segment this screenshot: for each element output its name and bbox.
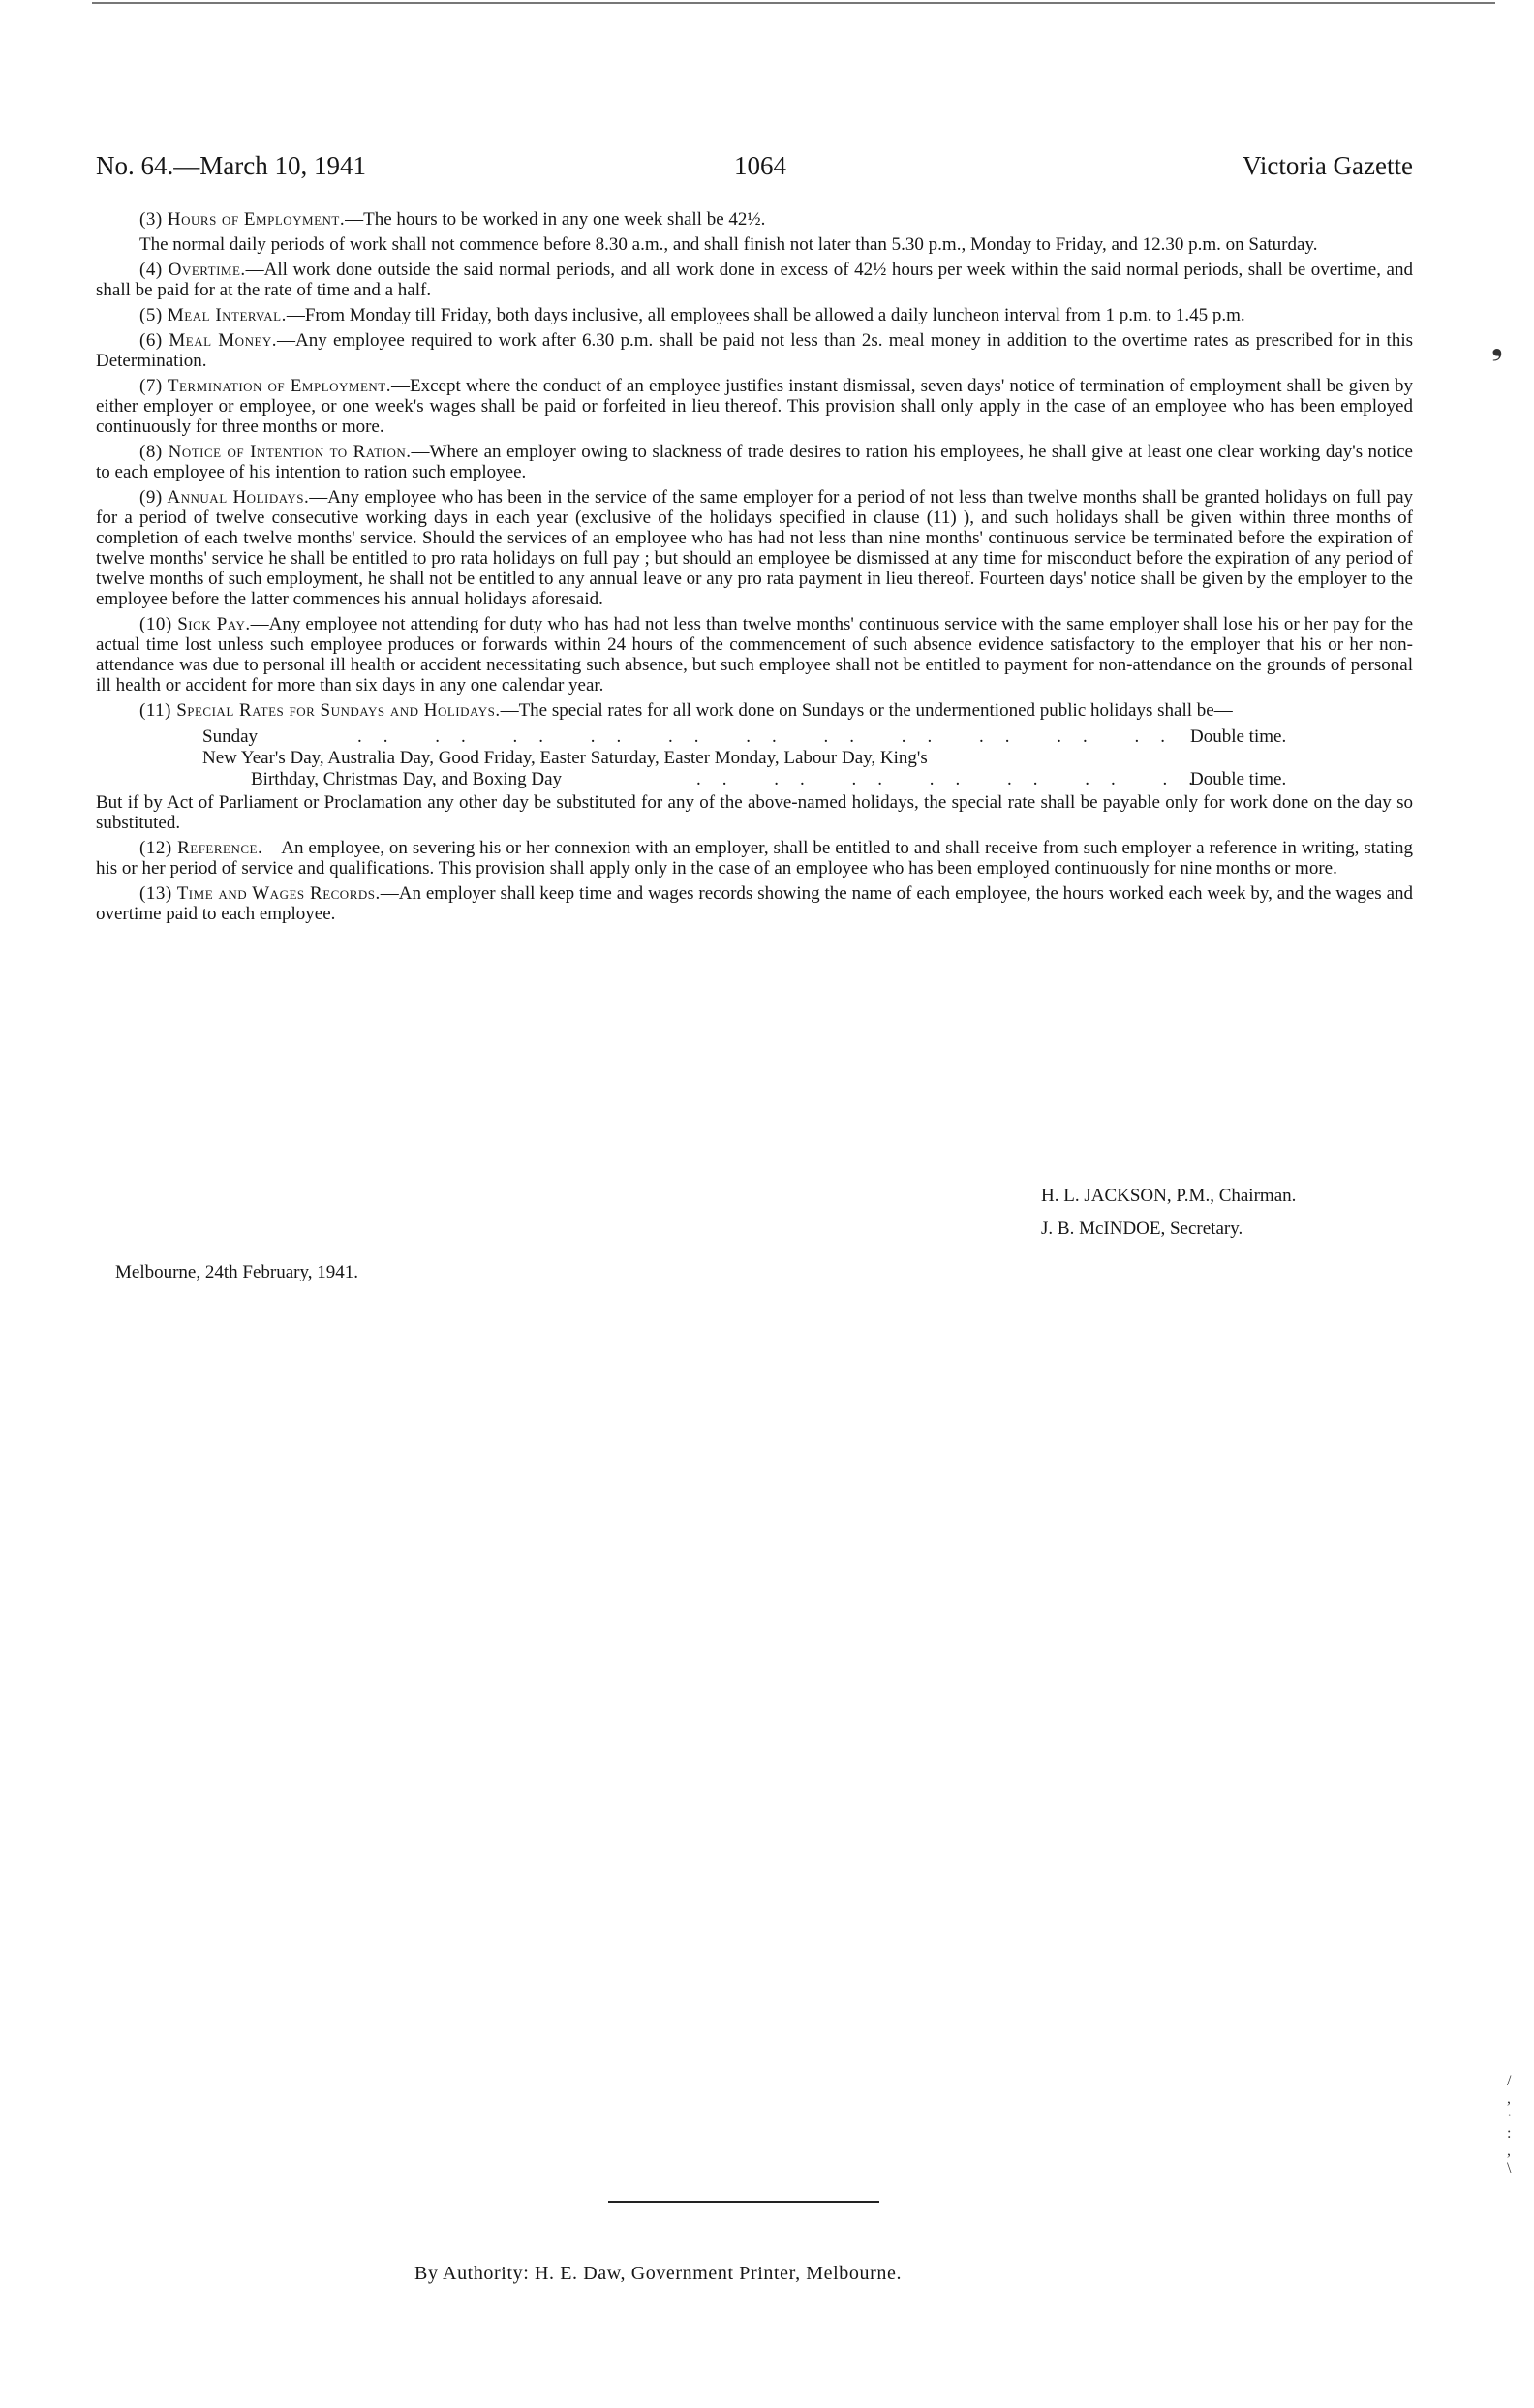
clause-heading: (9) Annual Holidays. [139,487,310,508]
clause-heading: (7) Termination of Employment. [139,376,391,396]
top-border [92,2,1495,4]
clause-heading: (3) Hours of Employment. [139,209,346,230]
holiday-name: New Year's Day, Australia Day, Good Friday, Easter Saturday, Easter Monday, Labour Day, King's [202,748,928,768]
margin-mark: / , · : , \ [1507,2073,1513,2176]
clause-paragraph [96,376,1413,437]
secretary-signature: J. B. McINDOE, Secretary. [1041,1219,1243,1239]
margin-mark: ❟ [1491,329,1503,361]
clause-text: —Except where the conduct of an employee justifies instant dismissal, seven days' notice of termination of employment shall be given by either employer or employee, or one week's wages shall be paid or forfeited in lieu thereof. This provision shall only apply in the case of an employee who has been employed continuously for three months or more. [96,376,1413,437]
determination-body [96,209,1413,929]
clauses-before-table [96,209,1413,721]
publication-title: Victoria Gazette [1242,151,1413,180]
holiday-name: Sunday [202,726,258,747]
clause-heading: (6) Meal Money. [139,330,278,351]
holiday-rate: Double time. [1190,726,1287,747]
clause-heading: (4) Overtime. [139,260,246,280]
clause-paragraph [96,883,1413,924]
holiday-rate: Double time. [1190,769,1287,789]
clause-paragraph [96,234,1413,255]
clause-text: The normal daily periods of work shall not commence before 8.30 a.m., and shall finish not later than 5.30 p.m., Monday to Friday, and 12.30 p.m. on Saturday. [139,234,1318,255]
clause-heading: (10) Sick Pay. [139,614,251,634]
holiday-row [96,726,1413,748]
clause-paragraph [96,442,1413,482]
clause-paragraph [96,838,1413,879]
clause-paragraph [96,700,1413,721]
printer-imprint: By Authority: H. E. Daw, Government Printer, Melbourne. [414,2263,903,2284]
dot-leaders: .. .. .. .. .. .. .. .. .. .. .. [357,726,1186,747]
clause-text: —The special rates for all work done on Sundays or the undermentioned public holidays shall be— [500,700,1233,721]
chairman-signature: H. L. JACKSON, P.M., Chairman. [1041,1186,1297,1206]
clause-text: —Any employee not attending for duty who has had not less than twelve months' continuous service with the same employer shall lose his or her pay for the actual time lost unless such employee produces or forwards within 24 hours of the commencement of such absence evidence satisfactory to the employer that his or her non-attendance was due to personal ill health or accident necessitating such absence, but such employee shall not be entitled to payment for non-attendance on the grounds of personal ill health or accident for more than six days in any one calendar year. [96,614,1414,695]
clause-text: —All work done outside the said normal periods, and all work done in excess of 42½ hours per week within the said normal periods, shall be overtime, and shall be paid for at the rate of time and a half. [96,260,1413,300]
clause-text: —From Monday till Friday, both days inclusive, all employees shall be allowed a daily luncheon interval from 1 p.m. to 1.45 p.m. [286,305,1245,325]
clause-heading: (5) Meal Interval. [139,305,287,325]
place-and-date: Melbourne, 24th February, 1941. [115,1262,358,1282]
clause-paragraph [96,305,1413,325]
clause-text: —Any employee who has been in the service of the same employer for a period of not less than twelve months shall be granted holidays on full pay for a period of twelve consecutive working days in each year (exclusive of the holidays specified in clause (11) ), and such holidays shall be given within three months of completion of each twelve months' service. Should the services of an employee who has had not less than nine months' continuous service be terminated before the expiration of twelve months' service he shall be entitled to pro rata holidays on full pay ; but should an employee be dismissed at any time for misconduct before the expiration of any period of twelve months of such employment, he shall not be entitled to any annual leave or any pro rata payment in lieu thereof. Fourteen days' notice shall be given by the employer to the employee before the latter commences his annual holidays aforesaid. [96,487,1413,609]
page-header [96,151,1413,190]
clause-heading: (11) Special Rates for Sundays and Holidays. [139,700,501,721]
issue-date: No. 64.—March 10, 1941 [96,151,366,180]
dot-leaders: .. .. .. .. .. .. .. [696,769,1214,789]
clause-paragraph [96,260,1413,300]
clause-paragraph [96,614,1413,695]
clause-text: —An employer shall keep time and wages records showing the name of each employee, the hours worked each week by, and the wages and overtime paid to each employee. [96,883,1413,924]
clause-paragraph [96,792,1413,833]
page-number: 1064 [734,151,786,180]
holiday-rates-table [96,726,1413,790]
clause-paragraph [96,487,1413,609]
clause-text: —An employee, on severing his or her connexion with an employer, shall be entitled to and shall receive from such employer a reference in writing, stating his or her period of service and qualifications. This provision shall apply only in the case of an employee who has been employed continuously for nine months or more. [96,838,1413,879]
clause-heading: (12) Reference. [139,838,263,858]
clause-text: But if by Act of Parliament or Proclamation any other day be substituted for any of the above-named holidays, the special rate shall be payable only for work done on the day so substituted. [96,792,1413,833]
footer-rule [608,2201,879,2203]
clause-paragraph [96,330,1413,371]
holiday-name-continued: Birthday, Christmas Day, and Boxing Day [251,769,563,789]
clauses-after-table [96,792,1413,924]
clause-heading: (13) Time and Wages Records. [139,883,381,904]
clause-heading: (8) Notice of Intention to Ration. [139,442,412,462]
clause-text: —Any employee required to work after 6.30 p.m. shall be paid not less than 2s. meal money in addition to the overtime rates as prescribed for in this Determination. [96,330,1413,371]
clause-paragraph [96,209,1413,230]
clause-text: —The hours to be worked in any one week shall be 42½. [345,209,766,230]
holiday-row [96,748,1413,790]
clause-text: —Where an employer owing to slackness of trade desires to ration his employees, he shall give at least one clear working day's notice to each employee of his intention to ration such employee. [96,442,1413,482]
